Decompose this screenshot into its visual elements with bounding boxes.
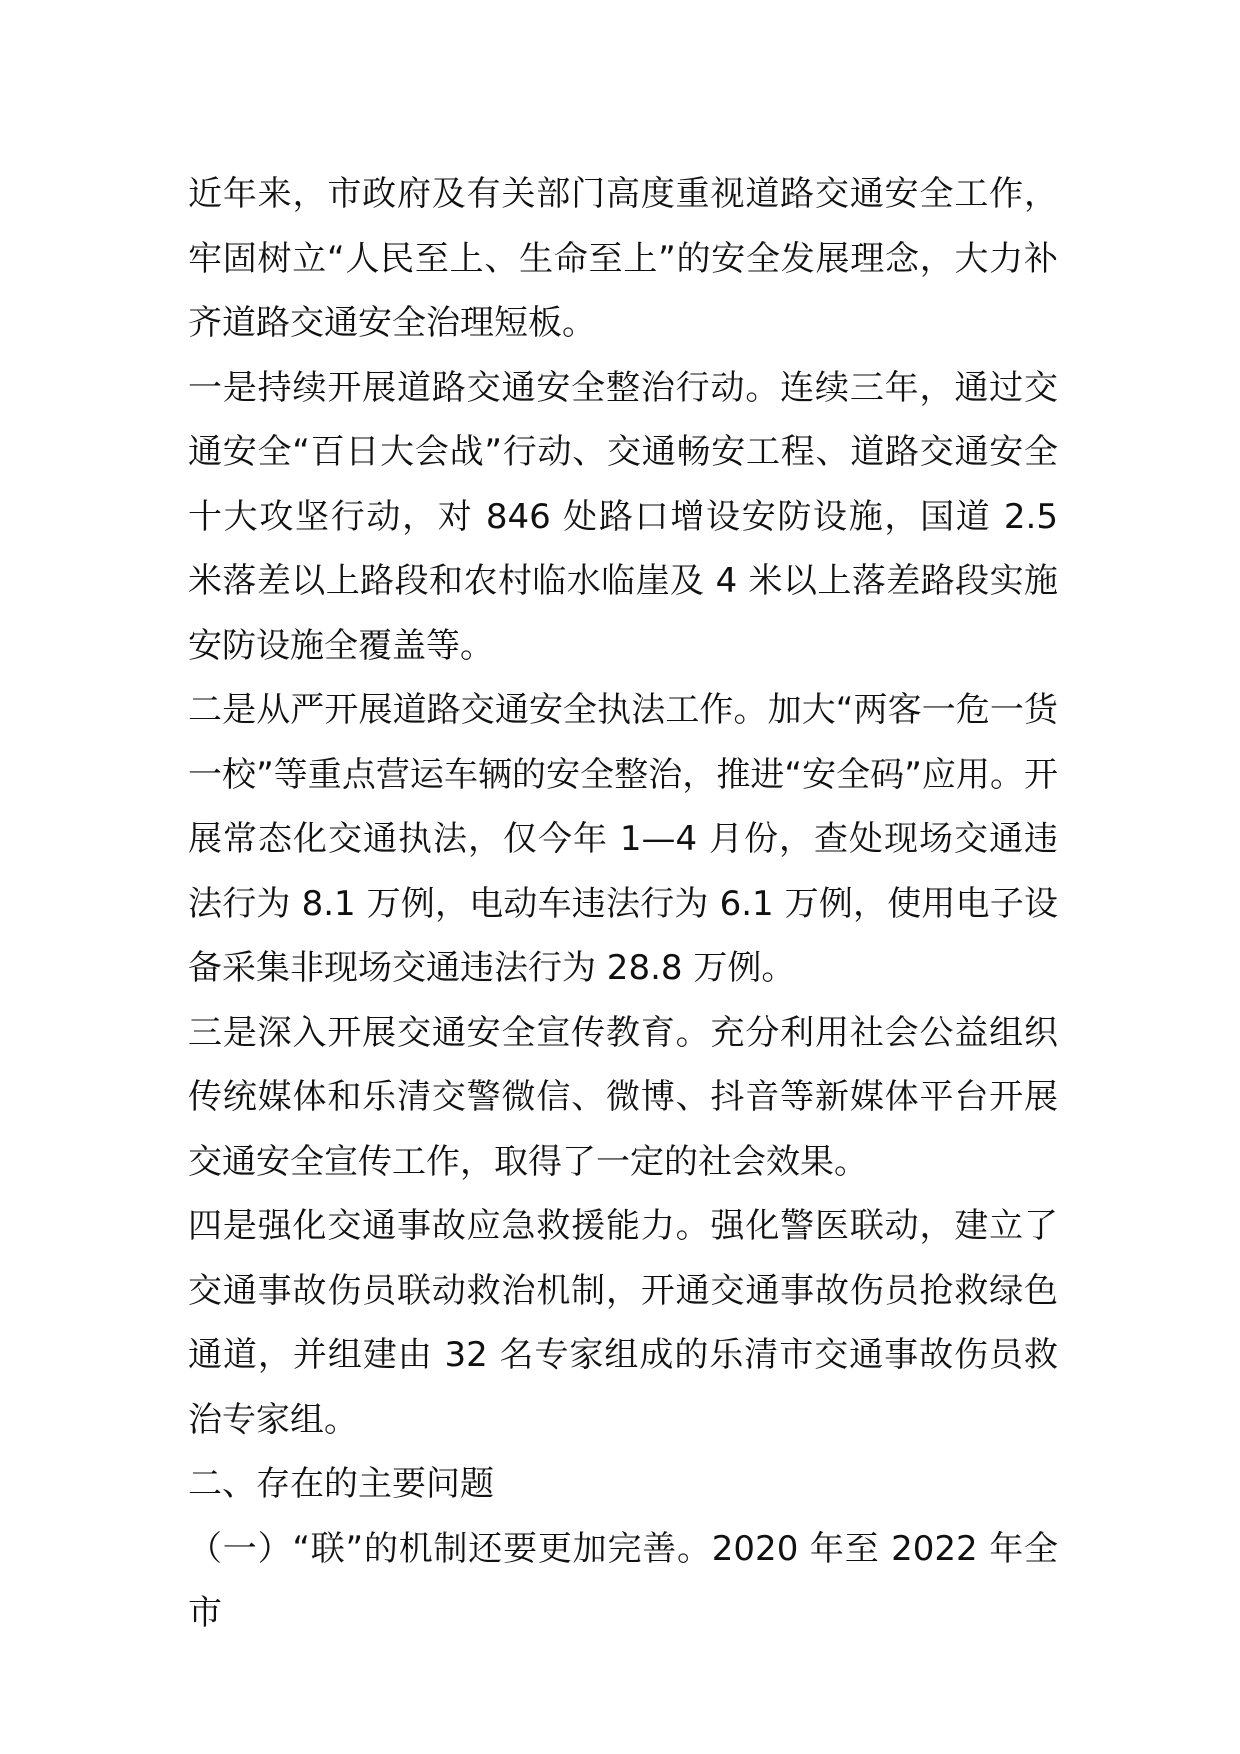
last-paragraph: （一）“联”的机制还要更加完善。2020 年至 2022 年全市 xyxy=(188,1528,1058,1633)
paragraph-2: 二是从严开展道路交通安全执法工作。加大“两客一危一货一校”等重点营运车辆的安全整治，推进“安全码”应用。开展常态化交通执法，仅今年 1—4 月份，查处现场交通违法行为 8.1 万例，电动车违法行为 6.1 万例，使用电子设备采集非现场交通违法行为 28.8 万例。 xyxy=(188,690,1058,988)
document-page xyxy=(188,162,1058,1646)
paragraph-4: 四是强化交通事故应急救援能力。强化警医联动，建立了交通事故伤员联动救治机制，开通交通事故伤员抢救绿色通道，并组建由 32 名专家组成的乐清市交通事故伤员救治专家组。 xyxy=(188,1206,1058,1440)
paragraph-1: 一是持续开展道路交通安全整治行动。连续三年，通过交通安全“百日大会战”行动、交通畅安工程、道路交通安全十大攻坚行动，对 846 处路口增设安防设施，国道 2.5 米落差以上路段和农村临水临崖及 4 米以上落差路段实施安防设施全覆盖等。 xyxy=(188,367,1058,666)
section-heading: 二、存在的主要问题 xyxy=(188,1464,494,1504)
paragraph-3: 三是深入开展交通安全宣传教育。充分利用社会公益组织传统媒体和乐清交警微信、微博、抖音等新媒体平台开展交通安全宣传工作，取得了一定的社会效果。 xyxy=(188,1012,1058,1182)
intro-paragraph: 近年来，市政府及有关部门高度重视道路交通安全工作，牢固树立“人民至上、生命至上”的安全发展理念，大力补齐道路交通安全治理短板。 xyxy=(188,174,1058,343)
